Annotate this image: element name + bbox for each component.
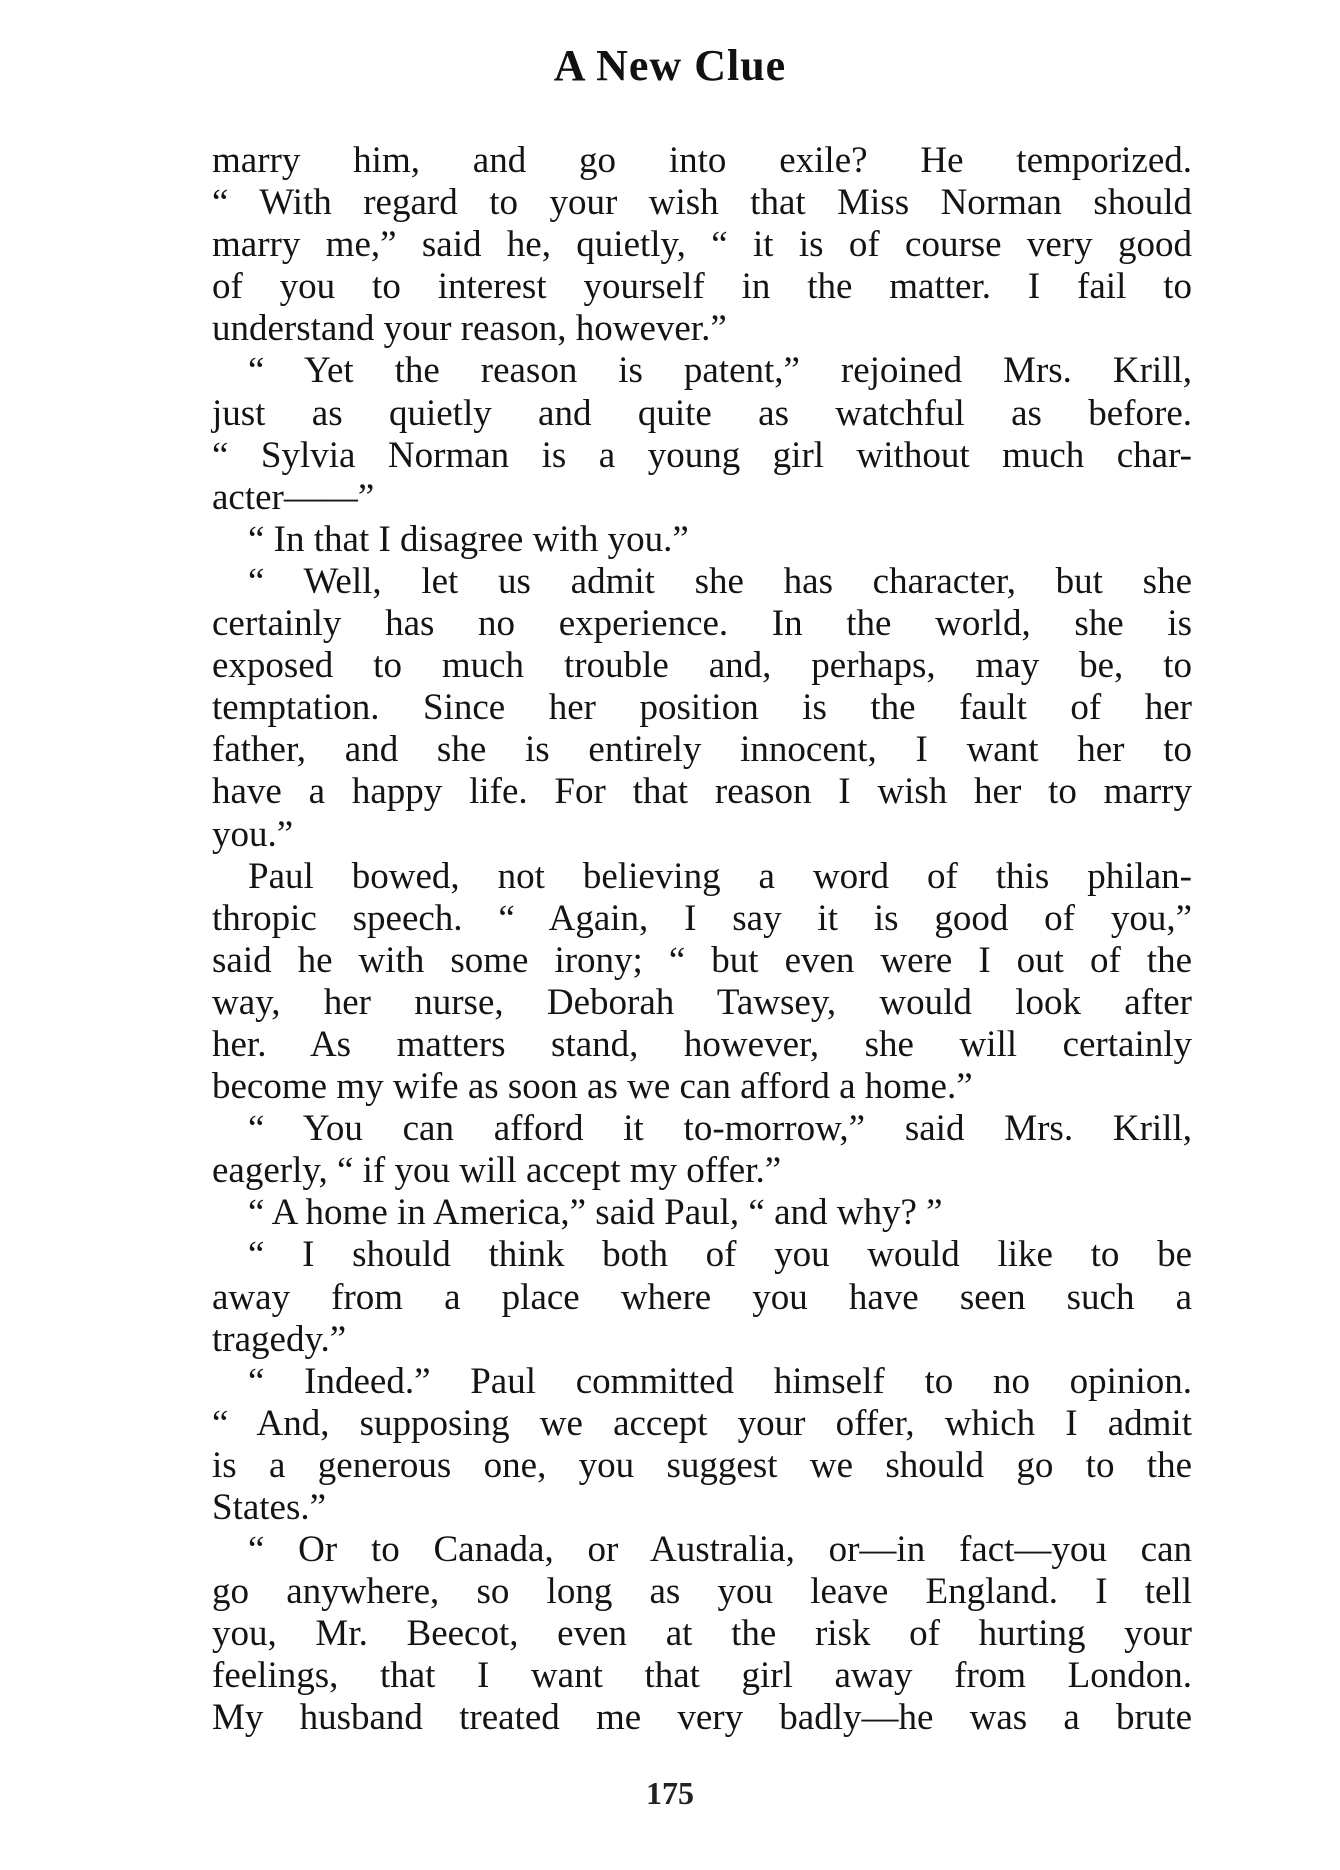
text-line: become my wife as soon as we can afford a home.”	[212, 1066, 973, 1108]
text-line: marry me,” said he, quietly, “ it is of course very good	[212, 224, 1192, 266]
text-line: marry him, and go into exile? He temporized.	[212, 140, 1192, 181]
text-line: certainly has no experience. In the world, she is	[212, 603, 1192, 645]
text-line: temptation. Since her position is the fault of her	[212, 687, 1192, 729]
text-line: just as quietly and quite as watchful as before.	[212, 392, 1192, 434]
text-line: is a generous one, you suggest we should go to the	[212, 1444, 1192, 1486]
text-line: have a happy life. For that reason I wish her to marry	[212, 771, 1192, 813]
text-line: away from a place where you have seen such a	[212, 1276, 1192, 1318]
body-text	[212, 140, 1192, 1740]
page-number: 175	[646, 1775, 694, 1811]
text-line: feelings, that I want that girl away from London.	[212, 1655, 1192, 1697]
text-line: of you to interest yourself in the matter. I fail to	[212, 266, 1192, 308]
running-head-title: A New Clue	[553, 41, 787, 90]
text-line: “ A home in America,” said Paul, “ and why? ”	[248, 1192, 943, 1234]
text-line: States.”	[212, 1487, 327, 1528]
text-line: thropic speech. “ Again, I say it is good of you,”	[212, 897, 1192, 939]
text-line: “ With regard to your wish that Miss Norman should	[212, 182, 1192, 224]
text-line: her. As matters stand, however, she will certainly	[212, 1023, 1192, 1065]
text-line: acter——”	[212, 476, 375, 518]
text-line: “ You can afford it to-morrow,” said Mrs. Krill,	[248, 1108, 1192, 1150]
text-line: “ And, supposing we accept your offer, which I admit	[212, 1402, 1192, 1444]
text-line: go anywhere, so long as you leave England. I tell	[212, 1571, 1192, 1613]
text-line: said he with some irony; “ but even were I out of the	[212, 939, 1192, 981]
text-line: you.”	[212, 813, 294, 855]
text-line: “ Sylvia Norman is a young girl without much char-	[212, 434, 1192, 476]
text-line: eagerly, “ if you will accept my offer.”	[212, 1150, 782, 1192]
text-line: tragedy.”	[212, 1318, 347, 1360]
text-line: way, her nurse, Deborah Tawsey, would look after	[212, 981, 1192, 1023]
text-line: you, Mr. Beecot, even at the risk of hurting your	[212, 1613, 1192, 1655]
text-line: father, and she is entirely innocent, I want her to	[212, 729, 1192, 771]
text-line: “ In that I disagree with you.”	[248, 518, 689, 560]
text-line: Paul bowed, not believing a word of this philan-	[248, 855, 1192, 897]
text-line: “ Yet the reason is patent,” rejoined Mrs. Krill,	[248, 350, 1192, 392]
text-line: My husband treated me very badly—he was a brute	[212, 1697, 1192, 1739]
text-line: “ Indeed.” Paul committed himself to no opinion.	[248, 1360, 1192, 1402]
text-line: “ Well, let us admit she has character, but she	[248, 560, 1192, 602]
text-line: understand your reason, however.”	[212, 308, 727, 350]
text-line: “ Or to Canada, or Australia, or—in fact—you can	[248, 1529, 1192, 1571]
text-line: “ I should think both of you would like to be	[248, 1234, 1192, 1276]
text-line: exposed to much trouble and, perhaps, may be, to	[212, 645, 1192, 687]
